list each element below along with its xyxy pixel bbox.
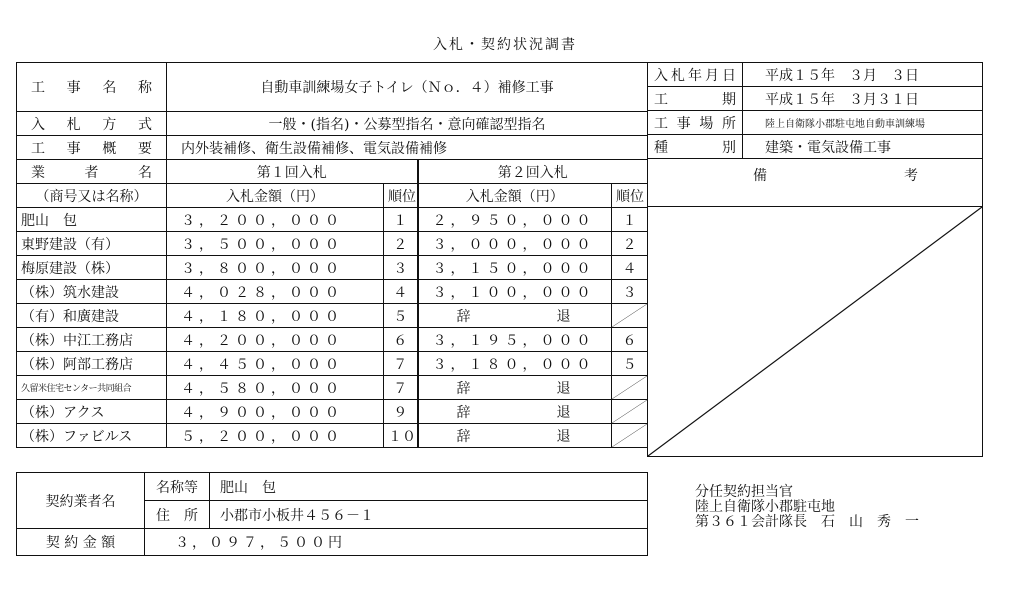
r2-rank-slash — [612, 304, 648, 328]
label-work-summary: 工 事 概 要 — [17, 136, 167, 160]
bidder-name: 肥山 包 — [17, 208, 167, 232]
label-r2-rank: 順位 — [612, 184, 648, 208]
remarks-header — [648, 159, 983, 207]
label-round2: 第２回入札 — [418, 160, 648, 184]
r1-rank: ９ — [384, 400, 418, 424]
withdraw-char-2: 退 — [556, 308, 571, 325]
r2-rank-slash — [612, 376, 648, 400]
r1-rank: ６ — [384, 328, 418, 352]
r1-amount: ３，２００，０００ — [167, 208, 384, 232]
document-title: 入札・契約状況調書 — [433, 37, 577, 53]
r2-withdrawn — [418, 304, 612, 328]
r2-withdrawn — [418, 424, 612, 448]
withdraw-char-1: 辞 — [456, 380, 471, 397]
withdraw-char-1: 辞 — [456, 404, 471, 421]
r1-amount: ４，５８０，０００ — [167, 376, 384, 400]
bidder-name: （株）中江工務店 — [17, 328, 167, 352]
officer-line-1: 分任契約担当官 — [695, 484, 793, 500]
r2-rank: ３ — [612, 280, 648, 304]
r1-amount: ４，２００，０００ — [167, 328, 384, 352]
table-row — [17, 208, 648, 232]
r2-rank: ５ — [612, 352, 648, 376]
value-bid-method: 一般・(指名)・公募型指名・意向確認型指名 — [167, 112, 648, 136]
r2-amount: ３，１５０，０００ — [418, 256, 612, 280]
label-contract-name: 名称等 — [145, 473, 210, 501]
bidder-name: 東野建設（有） — [17, 232, 167, 256]
label-contractor: 契約業者名 — [17, 473, 145, 529]
remarks-area — [648, 207, 983, 457]
value-kind: 建築・電気設備工事 — [743, 135, 983, 159]
r2-rank-slash — [612, 400, 648, 424]
r2-amount: ３，１００，０００ — [418, 280, 612, 304]
r1-rank: １ — [384, 208, 418, 232]
value-work-name: 自動車訓練場女子トイレ（Ｎｏ．４）補修工事 — [167, 63, 648, 112]
r1-rank: ７ — [384, 352, 418, 376]
bidder-name: （有）和廣建設 — [17, 304, 167, 328]
bidder-name: （株）阿部工務店 — [17, 352, 167, 376]
value-work-summary: 内外装補修、衛生設備補修、電気設備補修 — [167, 136, 648, 160]
table-row — [17, 400, 648, 424]
r2-amount: ２，９５０，０００ — [418, 208, 612, 232]
r2-rank: ２ — [612, 232, 648, 256]
value-period: 平成１５年 ３月３１日 — [743, 87, 983, 111]
r2-rank: １ — [612, 208, 648, 232]
label-bid-date: 入札年月日 — [648, 63, 743, 87]
table-row — [17, 376, 648, 400]
r1-rank: １０ — [384, 424, 418, 448]
bidder-name: 梅原建設（株） — [17, 256, 167, 280]
r2-rank: ４ — [612, 256, 648, 280]
withdraw-char-1: 辞 — [456, 308, 471, 325]
label-bid-method: 入 札 方 式 — [17, 112, 167, 136]
r1-amount: ４，１８０，０００ — [167, 304, 384, 328]
info-side-table — [647, 62, 983, 457]
label-r2-amount: 入札金額（円） — [418, 184, 612, 208]
withdraw-char-2: 退 — [556, 404, 571, 421]
value-contractor-name: 肥山 包 — [210, 473, 648, 501]
r2-rank: ６ — [612, 328, 648, 352]
r1-amount: ５，２００，０００ — [167, 424, 384, 448]
r1-amount: ３，８００，０００ — [167, 256, 384, 280]
withdraw-char-1: 辞 — [456, 428, 471, 445]
withdraw-char-2: 退 — [556, 428, 571, 445]
contract-officer — [695, 485, 919, 530]
r2-withdrawn — [418, 400, 612, 424]
bidder-name: 久留米住宅センター共同組合 — [17, 376, 167, 400]
value-contract-amount: ３，０９７，５００円 — [145, 529, 648, 556]
label-period: 工 期 — [648, 87, 743, 111]
r2-amount: ３，０００，０００ — [418, 232, 612, 256]
value-address: 小郡市小板井４５６－１ — [210, 501, 648, 529]
value-place: 陸上自衛隊小郡駐屯地自動車訓練場 — [743, 111, 983, 135]
r1-amount: ４，９００，０００ — [167, 400, 384, 424]
label-r1-rank: 順位 — [384, 184, 418, 208]
r1-rank: ７ — [384, 376, 418, 400]
table-row — [17, 424, 648, 448]
label-work-name: 工 事 名 称 — [17, 63, 167, 112]
r2-amount: ３，１８０，０００ — [418, 352, 612, 376]
r1-amount: ４，４５０，０００ — [167, 352, 384, 376]
r2-amount: ３，１９５，０００ — [418, 328, 612, 352]
officer-line-2: 陸上自衛隊小郡駐屯地 — [695, 499, 835, 515]
remarks-label-right: 考 — [904, 168, 918, 184]
r1-rank: ５ — [384, 304, 418, 328]
table-row — [17, 304, 648, 328]
r1-rank: ２ — [384, 232, 418, 256]
r1-rank: ３ — [384, 256, 418, 280]
table-row — [17, 352, 648, 376]
bid-status-table — [16, 62, 648, 448]
value-bid-date: 平成１５年 ３月 ３日 — [743, 63, 983, 87]
bidder-name: （株）アクス — [17, 400, 167, 424]
table-row — [17, 280, 648, 304]
label-company-sub: （商号又は名称） — [17, 184, 167, 208]
remarks-slash — [648, 207, 982, 456]
r2-withdrawn — [418, 376, 612, 400]
bidder-name: （株）筑水建設 — [17, 280, 167, 304]
label-company: 業 者 名 — [17, 160, 167, 184]
table-row — [17, 256, 648, 280]
r2-rank-slash — [612, 424, 648, 448]
label-round1: 第１回入札 — [167, 160, 418, 184]
label-r1-amount: 入札金額（円） — [167, 184, 384, 208]
officer-line-3: 第３６１会計隊長 石 山 秀 一 — [695, 514, 919, 530]
contract-table — [16, 472, 648, 556]
remarks-label-left: 備 — [753, 168, 767, 184]
label-address: 住 所 — [145, 501, 210, 529]
table-row — [17, 328, 648, 352]
label-kind: 種 別 — [648, 135, 743, 159]
withdraw-char-2: 退 — [556, 380, 571, 397]
bidder-name: （株）ファビルス — [17, 424, 167, 448]
r1-amount: ４，０２８，０００ — [167, 280, 384, 304]
label-place: 工事場所 — [648, 111, 743, 135]
table-row — [17, 232, 648, 256]
r1-amount: ３，５００，０００ — [167, 232, 384, 256]
label-contract-amount: 契 約 金 額 — [17, 529, 145, 556]
r1-rank: ４ — [384, 280, 418, 304]
